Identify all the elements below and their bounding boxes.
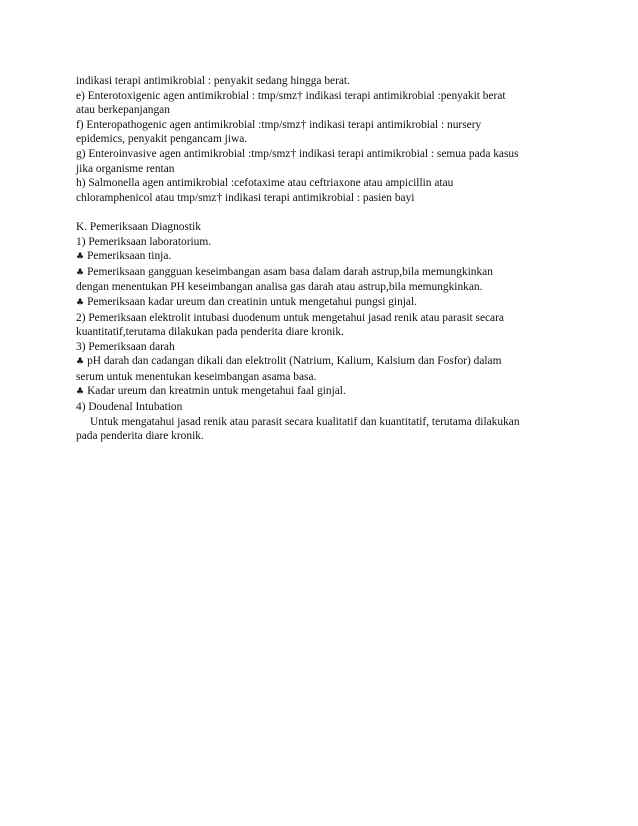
text-line: h) Salmonella agen antimikrobial :cefotaxime atau ceftriaxone atau ampicillin atau	[76, 177, 454, 190]
club-bullet-icon: ♣	[76, 387, 85, 398]
text-line: jika organisme rentan	[76, 162, 175, 175]
text-line: 4) Doudenal Intubation	[76, 401, 183, 414]
paragraph-gap	[76, 205, 576, 220]
text-line: chloramphenicol atau tmp/smz† indikasi terapi antimikrobial : pasien bayi	[76, 191, 415, 204]
text-line: epidemics, penyakit pengancam jiwa.	[76, 133, 248, 146]
text-line: 3) Pemeriksaan darah	[76, 340, 175, 353]
text-line: pada penderita diare kronik.	[76, 430, 204, 443]
text-line: indikasi terapi antimikrobial : penyakit sedang hingga berat.	[76, 75, 350, 87]
club-bullet-icon: ♣	[76, 267, 85, 278]
club-bullet-icon: ♣	[76, 297, 85, 308]
bullet-item: ♣ Kadar ureum dan kreatmin untuk mengetahui faal ginjal.	[76, 385, 346, 398]
club-bullet-icon: ♣	[76, 357, 85, 368]
text-line: 1) Pemeriksaan laboratorium.	[76, 235, 212, 248]
text-line: 2) Pemeriksaan elektrolit intubasi duodenum untuk mengetahui jasad renik atau parasit secara	[76, 311, 504, 324]
bullet-item: ♣ Pemeriksaan tinja.	[76, 250, 172, 263]
text-line: dengan menentukan PH keseimbangan analisa gas darah atau astrup,bila memungkinkan.	[76, 281, 483, 294]
text-line: e) Enterotoxigenic agen antimikrobial : tmp/smz† indikasi terapi antimikrobial :penyakit berat	[76, 89, 506, 102]
text-line: f) Enteropathogenic agen antimikrobial :tmp/smz† indikasi terapi antimikrobial : nursery	[76, 118, 482, 131]
text-line: serum untuk menentukan keseimbangan asama basa.	[76, 370, 317, 383]
bullet-item: ♣ pH darah dan cadangan dikali dan elektrolit (Natrium, Kalium, Kalsium dan Fosfor) dalam	[76, 355, 502, 368]
document-body	[76, 74, 576, 444]
text-line: Untuk mengatahui jasad renik atau parasit secara kualitatif dan kuantitatif, terutama dilakukan	[90, 415, 520, 428]
bullet-item: ♣ Pemeriksaan kadar ureum dan creatinin untuk mengetahui pungsi ginjal.	[76, 295, 417, 308]
text-line: kuantitatif,terutama dilakukan pada penderita diare kronik.	[76, 326, 344, 339]
club-bullet-icon: ♣	[76, 252, 85, 263]
text-line: atau berkepanjangan	[76, 104, 170, 117]
section-heading: K. Pemeriksaan Diagnostik	[76, 220, 201, 233]
text-line: g) Enteroinvasive agen antimikrobial :tmp/smz† indikasi terapi antimikrobial : semua pada kasus	[76, 147, 519, 160]
bullet-item: ♣ Pemeriksaan gangguan keseimbangan asam basa dalam darah astrup,bila memungkinkan	[76, 265, 493, 278]
